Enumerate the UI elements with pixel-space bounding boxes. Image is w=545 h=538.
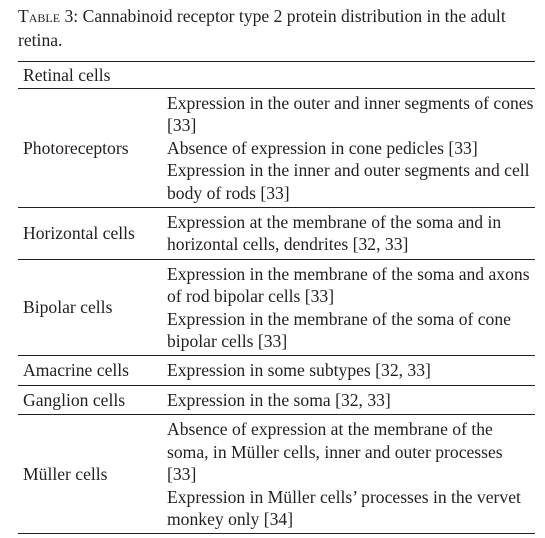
description-item: Expression in Müller cells’ processes in the vervet monkey only [34]: [167, 486, 521, 529]
table-row: [18, 259, 535, 356]
table-caption: [18, 4, 540, 52]
description-item: Expression in some subtypes [32, 33]: [167, 360, 431, 381]
table-row: [18, 385, 535, 414]
cell-description: [166, 259, 535, 356]
cell-description: [166, 89, 535, 208]
cell-type-horizontal: Horizontal cells: [18, 208, 166, 260]
cell-type-ganglion: Ganglion cells: [18, 385, 166, 414]
cell-description: [166, 385, 535, 414]
table-row: [18, 356, 535, 385]
description-item: Expression in the outer and inner segments of cones [33]: [167, 93, 534, 136]
description-item: Expression in the soma [32, 33]: [167, 389, 391, 410]
column-header-retinal-cells: Retinal cells: [18, 62, 535, 89]
cell-description: [166, 415, 535, 534]
description-item: Expression in the inner and outer segments and cell body of rods [33]: [167, 160, 530, 203]
table-row: [18, 89, 535, 208]
table-label: Table 3:: [18, 6, 79, 26]
cell-type-photoreceptors: Photoreceptors: [18, 89, 166, 208]
cell-description: [166, 208, 535, 260]
description-item: Expression in the membrane of the soma and axons of rod bipolar cells [33]: [167, 263, 530, 307]
cell-type-muller: Müller cells: [18, 415, 166, 534]
description-item: Absence of expression at the membrane of the soma, in Müller cells, inner and outer processes [33]: [167, 419, 503, 485]
table-row: [18, 415, 535, 534]
table-row: [18, 208, 535, 260]
description-item: Expression at the membrane of the soma and in horizontal cells, dendrites [32, 33]: [167, 212, 502, 255]
distribution-table: [18, 61, 535, 534]
cell-type-amacrine: Amacrine cells: [18, 356, 166, 385]
table-header-row: [18, 62, 535, 89]
cell-description: [166, 356, 535, 385]
description-item: Absence of expression in cone pedicles [33]: [167, 137, 478, 158]
table-title: Cannabinoid receptor type 2 protein distribution in the adult retina.: [18, 6, 506, 50]
cell-type-bipolar: Bipolar cells: [18, 259, 166, 356]
description-item: Expression in the membrane of the soma of cone bipolar cells [33]: [167, 308, 511, 352]
